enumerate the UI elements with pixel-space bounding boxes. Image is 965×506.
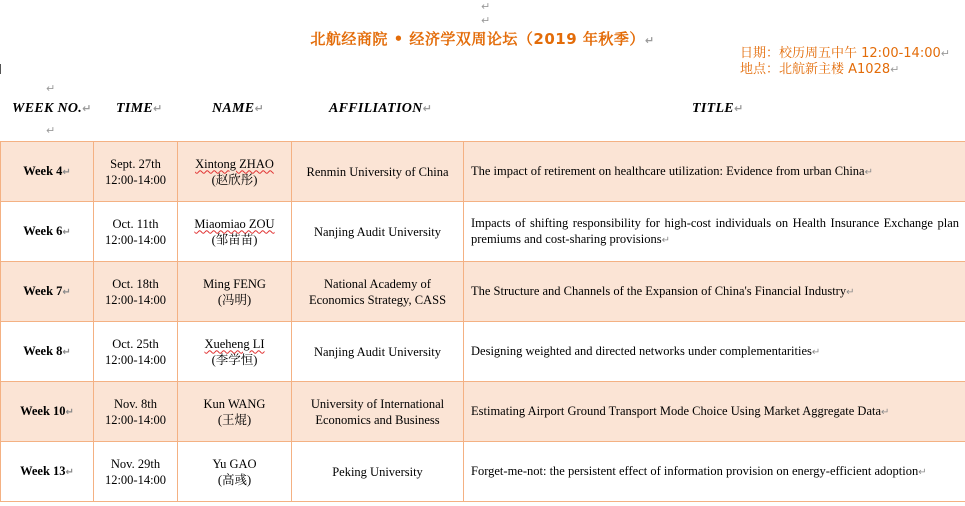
week-cell	[1, 262, 94, 322]
affiliation-cell	[292, 142, 464, 202]
column-header-title	[692, 101, 743, 119]
paragraph-mark: ↵	[890, 63, 900, 76]
week-label: Week 4	[23, 163, 63, 178]
time-cell	[94, 382, 178, 442]
column-header-affiliation	[329, 101, 432, 119]
column-header-week-label: WEEK NO.	[12, 101, 83, 116]
paragraph-mark: ↵	[62, 226, 71, 238]
paragraph-mark: ↵	[46, 82, 56, 95]
talk-title: Impacts of shifting responsibility for high-cost individuals on Health Insurance Exchange plan premiums and cost-sharing provisions	[471, 215, 959, 246]
speaker-name: Miaomiao ZOU	[194, 216, 275, 231]
paragraph-mark: ↵	[422, 102, 433, 115]
speaker-name: Yu GAO	[212, 456, 257, 471]
affiliation-cell	[292, 202, 464, 262]
affiliation-line-1: Peking University	[332, 464, 423, 479]
table-row	[1, 382, 965, 442]
event-date	[740, 46, 950, 62]
talk-date: Nov. 8th	[114, 396, 157, 411]
affiliation-cell	[292, 442, 464, 502]
talk-time: 12:00-14:00	[104, 412, 167, 427]
week-label: Week 10	[20, 403, 66, 418]
column-header-name	[212, 101, 264, 119]
title-cell	[464, 262, 965, 322]
name-cell	[178, 202, 292, 262]
column-header-name-label: NAME	[212, 101, 255, 116]
talk-date: Oct. 25th	[112, 336, 159, 351]
speaker-name-cn: (赵欣彤)	[211, 172, 258, 187]
event-meta	[740, 46, 950, 78]
name-cell	[178, 382, 292, 442]
name-cell	[178, 142, 292, 202]
paragraph-mark: ↵	[481, 0, 491, 13]
title-cell	[464, 322, 965, 382]
paragraph-mark: ↵	[940, 47, 950, 60]
speaker-name: Xintong ZHAO	[195, 156, 274, 171]
affiliation-line-1: Renmin University of China	[306, 164, 449, 179]
title-cell	[464, 382, 965, 442]
column-header-title-label: TITLE	[692, 101, 734, 116]
name-cell	[178, 322, 292, 382]
paragraph-mark: ↵	[62, 346, 71, 358]
talk-time: 12:00-14:00	[104, 352, 167, 367]
column-header-time	[116, 101, 163, 119]
affiliation-line-1: Nanjing Audit University	[313, 224, 442, 239]
paragraph-mark: ↵	[918, 466, 927, 478]
speaker-name-cn: (冯明)	[217, 292, 252, 307]
affiliation-line-1: University of International	[310, 396, 445, 411]
paragraph-mark: ↵	[82, 102, 92, 115]
column-header-week	[12, 101, 92, 119]
talk-title: Estimating Airport Ground Transport Mode Choice Using Market Aggregate Data	[471, 403, 882, 418]
column-header-time-label: TIME	[116, 101, 153, 116]
affiliation-line-1: Nanjing Audit University	[313, 344, 442, 359]
talk-title: Forget-me-not: the persistent effect of information provision on energy-efficient adoption	[471, 463, 919, 478]
time-cell	[94, 142, 178, 202]
column-header-affiliation-label: AFFILIATION	[329, 101, 423, 116]
affiliation-line-1: National Academy of	[324, 276, 431, 291]
week-cell	[1, 202, 94, 262]
title-cell	[464, 202, 965, 262]
paragraph-mark: ↵	[661, 234, 670, 246]
talk-date: Oct. 18th	[112, 276, 159, 291]
affiliation-cell	[292, 382, 464, 442]
text-cursor	[0, 64, 1, 74]
event-place-text: 地点：北航新主楼 A1028	[740, 62, 891, 77]
title-cell	[464, 442, 965, 502]
paragraph-mark: ↵	[62, 286, 71, 298]
affiliation-cell	[292, 262, 464, 322]
week-label: Week 7	[23, 283, 63, 298]
speaker-name-cn: (李学恒)	[211, 352, 258, 367]
speaker-name-cn: (高彧)	[217, 472, 252, 487]
speaker-name-cn: (邹苗苗)	[211, 232, 258, 247]
event-place	[740, 62, 950, 78]
paragraph-mark: ↵	[46, 124, 56, 137]
talk-date: Sept. 27th	[110, 156, 161, 171]
paragraph-mark: ↵	[254, 102, 264, 115]
paragraph-mark: ↵	[153, 102, 163, 115]
title-cell	[464, 142, 965, 202]
table-row	[1, 322, 965, 382]
time-cell	[94, 202, 178, 262]
paragraph-mark: ↵	[811, 346, 821, 358]
affiliation-line-2: Economics Strategy, CASS	[308, 292, 447, 307]
paragraph-mark: ↵	[62, 166, 71, 178]
time-cell	[94, 322, 178, 382]
paragraph-mark: ↵	[65, 466, 74, 478]
paragraph-mark: ↵	[644, 34, 655, 47]
talk-title: The Structure and Channels of the Expansion of China's Financial Industry	[471, 283, 847, 298]
talk-title: Designing weighted and directed networks under complementarities	[471, 343, 812, 358]
page-title-text: 北航经商院 • 经济学双周论坛（2019 年秋季）	[310, 30, 645, 48]
speaker-name-cn: (王焜)	[217, 412, 252, 427]
talk-time: 12:00-14:00	[104, 292, 167, 307]
speaker-name: Kun WANG	[203, 396, 266, 411]
paragraph-mark: ↵	[881, 406, 890, 418]
talk-date: Oct. 11th	[112, 216, 159, 231]
week-cell	[1, 142, 94, 202]
paragraph-mark: ↵	[846, 286, 855, 298]
paragraph-mark: ↵	[733, 102, 744, 115]
paragraph-mark: ↵	[65, 406, 74, 418]
time-cell	[94, 442, 178, 502]
paragraph-mark: ↵	[864, 166, 873, 178]
paragraph-mark: ↵	[481, 14, 491, 27]
name-cell	[178, 262, 292, 322]
week-label: Week 6	[23, 223, 63, 238]
table-row	[1, 202, 965, 262]
affiliation-line-2: Economics and Business	[315, 412, 440, 427]
week-label: Week 13	[20, 463, 66, 478]
table-row	[1, 262, 965, 322]
name-cell	[178, 442, 292, 502]
schedule-table	[0, 141, 965, 502]
talk-time: 12:00-14:00	[104, 172, 167, 187]
week-cell	[1, 382, 94, 442]
speaker-name: Ming FENG	[203, 276, 266, 291]
talk-date: Nov. 29th	[110, 456, 161, 471]
affiliation-cell	[292, 322, 464, 382]
table-row	[1, 442, 965, 502]
week-cell	[1, 322, 94, 382]
time-cell	[94, 262, 178, 322]
talk-title: The impact of retirement on healthcare utilization: Evidence from urban China	[471, 163, 865, 178]
week-label: Week 8	[23, 343, 63, 358]
table-row	[1, 142, 965, 202]
event-date-text: 日期：校历周五中午 12:00-14:00	[740, 46, 941, 61]
talk-time: 12:00-14:00	[104, 232, 167, 247]
speaker-name: Xueheng LI	[204, 336, 265, 351]
week-cell	[1, 442, 94, 502]
talk-time: 12:00-14:00	[104, 472, 167, 487]
